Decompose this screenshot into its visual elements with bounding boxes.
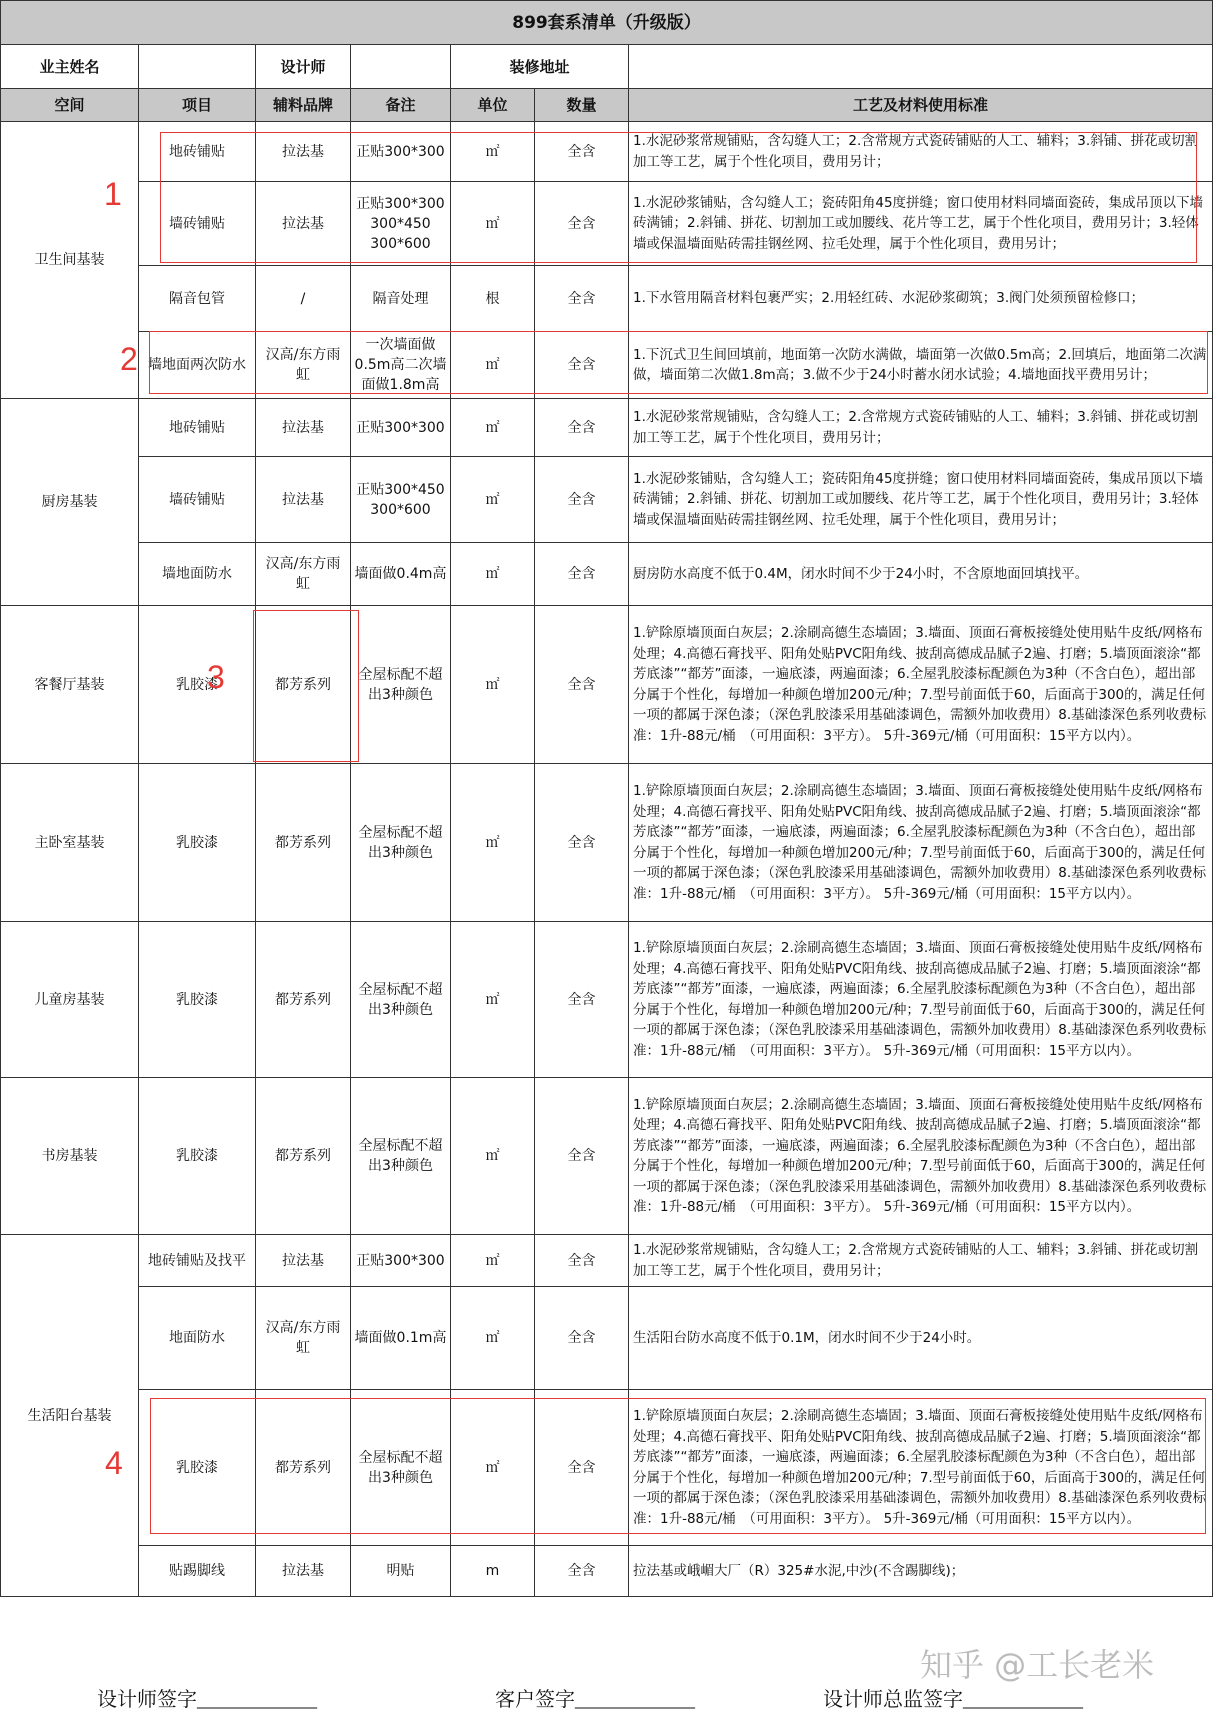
unit-cell: ㎡	[451, 457, 535, 543]
annotation-box-2	[149, 331, 1208, 394]
item-cell: 墙砖铺贴	[139, 457, 256, 543]
col-standard: 工艺及材料使用标准	[629, 89, 1213, 122]
unit-cell: ㎡	[451, 399, 535, 457]
col-space: 空间	[1, 89, 139, 122]
brand-cell: 拉法基	[256, 399, 351, 457]
item-cell: 贴踢脚线	[139, 1546, 256, 1597]
space-cell: 书房基装	[1, 1078, 139, 1235]
note-cell: 正贴300*300	[351, 122, 451, 182]
item-cell: 地砖铺贴	[139, 122, 256, 182]
unit-cell: 根	[451, 266, 535, 332]
table-row	[1, 922, 1213, 1078]
unit-cell: ㎡	[451, 122, 535, 182]
standard-cell: 厨房防水高度不低于0.4M，闭水时间不少于24小时，不含原地面回填找平。	[629, 543, 1213, 606]
standard-cell: 拉法基或峨嵋大厂（R）325#水泥,中沙(不含踢脚线)；	[629, 1546, 1213, 1597]
brand-cell: 拉法基	[256, 457, 351, 543]
qty-cell: 全含	[535, 764, 629, 922]
note-cell: 隔音处理	[351, 266, 451, 332]
address-value[interactable]	[629, 45, 1213, 89]
standard-cell: 1.铲除原墙顶面白灰层；2.涂刷高德生态墙固；3.墙面、顶面石膏板接缝处使用贴牛皮纸/网格布处理；4.高德石膏找平、阳角处贴PVC阳角线、披刮高德成品腻子2遍、打磨；5.墙顶面滚涂“都芳底漆”“都芳”面漆，一遍底漆，两遍面漆；6.全屋乳胶漆标配颜色为3种（不含白色），超出部分属于个性化，每增加一种颜色增加200元/种；7.型号前面低于60，后面高于300的，满足任何一项的都属于深色漆；（深色乳胶漆采用基础漆调色，需额外加收费用）8.基础漆深色系列收费标准：1升-88元/桶 （可用面积：3平方）。 5升-369元/桶（可用面积：15平方以内）。	[629, 1390, 1213, 1546]
brand-cell: 都芳系列	[256, 922, 351, 1078]
unit-cell: ㎡	[451, 606, 535, 764]
annotation-box-3	[253, 610, 359, 762]
note-cell: 全屋标配不超出3种颜色	[351, 606, 451, 764]
qty-cell: 全含	[535, 922, 629, 1078]
standard-cell: 生活阳台防水高度不低于0.1M，闭水时间不少于24小时。	[629, 1287, 1213, 1390]
standard-cell: 1.水泥砂浆常规铺贴，含勾缝人工；2.含常规方式瓷砖铺贴的人工、辅料；3.斜铺、拼花或切割加工等工艺，属于个性化项目，费用另计；	[629, 399, 1213, 457]
annotation-box-4	[150, 1398, 1206, 1534]
note-cell: 正贴300*450 300*600	[351, 457, 451, 543]
unit-cell: m	[451, 1546, 535, 1597]
note-cell: 全屋标配不超出3种颜色	[351, 922, 451, 1078]
item-cell: 墙地面两次防水	[139, 332, 256, 399]
standard-cell: 1.水泥砂浆铺贴，含勾缝人工；瓷砖阳角45度拼缝；窗口使用材料同墙面瓷砖，集成吊顶以下墙砖满铺；2.斜铺、拼花、切割加工或加腰线、花片等工艺，属于个性化项目，费用另计；3.轻体墙或保温墙面贴砖需挂钢丝网、拉毛处理，属于个性化项目，费用另计；	[629, 457, 1213, 543]
annotation-number-2: 2	[120, 341, 138, 377]
col-qty: 数量	[535, 89, 629, 122]
qty-cell: 全含	[535, 1287, 629, 1390]
qty-cell: 全含	[535, 332, 629, 399]
item-cell: 地面防水	[139, 1287, 256, 1390]
note-cell: 明贴	[351, 1546, 451, 1597]
owner-label: 业主姓名	[1, 45, 139, 89]
item-cell: 乳胶漆	[139, 1390, 256, 1546]
table-row	[1, 399, 1213, 457]
standard-cell: 1.水泥砂浆铺贴，含勾缝人工；瓷砖阳角45度拼缝；窗口使用材料同墙面瓷砖，集成吊顶以下墙砖满铺；2.斜铺、拼花、切割加工或加腰线、花片等工艺，属于个性化项目，费用另计；3.轻体墙或保温墙面贴砖需挂钢丝网、拉毛处理，属于个性化项目，费用另计；	[629, 182, 1213, 266]
brand-cell: 都芳系列	[256, 606, 351, 764]
annotation-number-4: 4	[105, 1445, 123, 1481]
item-cell: 乳胶漆	[139, 764, 256, 922]
unit-cell: ㎡	[451, 332, 535, 399]
annotation-number-1: 1	[104, 176, 122, 212]
designer-value[interactable]	[351, 45, 451, 89]
col-item: 项目	[139, 89, 256, 122]
unit-cell: ㎡	[451, 1390, 535, 1546]
col-unit: 单位	[451, 89, 535, 122]
note-cell: 正贴300*300 300*450 300*600	[351, 182, 451, 266]
qty-cell: 全含	[535, 1235, 629, 1287]
space-cell: 儿童房基装	[1, 922, 139, 1078]
item-cell: 隔音包管	[139, 266, 256, 332]
standard-cell: 1.水泥砂浆常规铺贴，含勾缝人工；2.含常规方式瓷砖铺贴的人工、辅料；3.斜铺、拼花或切割加工等工艺，属于个性化项目，费用另计；	[629, 1235, 1213, 1287]
item-cell: 墙地面防水	[139, 543, 256, 606]
item-cell: 地砖铺贴	[139, 399, 256, 457]
note-cell: 全屋标配不超出3种颜色	[351, 764, 451, 922]
brand-cell: /	[256, 266, 351, 332]
brand-cell: 拉法基	[256, 1235, 351, 1287]
brand-cell: 都芳系列	[256, 1390, 351, 1546]
table-row	[1, 1287, 1213, 1390]
table-row	[1, 543, 1213, 606]
col-brand: 辅料品牌	[256, 89, 351, 122]
designer-signature[interactable]: 设计师签字____________	[97, 1689, 317, 1711]
space-cell: 厨房基装	[1, 399, 139, 606]
table-row	[1, 1546, 1213, 1597]
note-cell: 一次墙面做0.5m高二次墙面做1.8m高	[351, 332, 451, 399]
unit-cell: ㎡	[451, 1235, 535, 1287]
annotation-number-3: 3	[207, 659, 225, 695]
space-cell: 生活阳台基装	[1, 1235, 139, 1597]
space-cell: 主卧室基装	[1, 764, 139, 922]
table-row	[1, 266, 1213, 332]
qty-cell: 全含	[535, 122, 629, 182]
item-cell: 乳胶漆	[139, 1078, 256, 1235]
note-cell: 正贴300*300	[351, 399, 451, 457]
unit-cell: ㎡	[451, 764, 535, 922]
qty-cell: 全含	[535, 543, 629, 606]
unit-cell: ㎡	[451, 922, 535, 1078]
qty-cell: 全含	[535, 266, 629, 332]
qty-cell: 全含	[535, 1078, 629, 1235]
note-cell: 墙面做0.4m高	[351, 543, 451, 606]
note-cell: 墙面做0.1m高	[351, 1287, 451, 1390]
item-cell: 地砖铺贴及找平	[139, 1235, 256, 1287]
table-row	[1, 606, 1213, 764]
item-cell: 乳胶漆	[139, 922, 256, 1078]
qty-cell: 全含	[535, 1546, 629, 1597]
owner-value[interactable]	[139, 45, 256, 89]
brand-cell: 拉法基	[256, 182, 351, 266]
table-row	[1, 1078, 1213, 1235]
annotation-box-1	[160, 132, 1197, 263]
item-cell: 墙砖铺贴	[139, 182, 256, 266]
unit-cell: ㎡	[451, 1078, 535, 1235]
brand-cell: 都芳系列	[256, 764, 351, 922]
note-cell: 全屋标配不超出3种颜色	[351, 1078, 451, 1235]
unit-cell: ㎡	[451, 1287, 535, 1390]
unit-cell: ㎡	[451, 543, 535, 606]
qty-cell: 全含	[535, 457, 629, 543]
brand-cell: 拉法基	[256, 122, 351, 182]
qty-cell: 全含	[535, 606, 629, 764]
standard-cell: 1.铲除原墙顶面白灰层；2.涂刷高德生态墙固；3.墙面、顶面石膏板接缝处使用贴牛皮纸/网格布处理；4.高德石膏找平、阳角处贴PVC阳角线、披刮高德成品腻子2遍、打磨；5.墙顶面滚涂“都芳底漆”“都芳”面漆，一遍底漆，两遍面漆；6.全屋乳胶漆标配颜色为3种（不含白色），超出部分属于个性化，每增加一种颜色增加200元/种；7.型号前面低于60，后面高于300的，满足任何一项的都属于深色漆；（深色乳胶漆采用基础漆调色，需额外加收费用）8.基础漆深色系列收费标准：1升-88元/桶 （可用面积：3平方）。 5升-369元/桶（可用面积：15平方以内）。	[629, 922, 1213, 1078]
space-cell: 客餐厅基装	[1, 606, 139, 764]
space-cell: 卫生间基装	[1, 122, 139, 399]
unit-cell: ㎡	[451, 182, 535, 266]
brand-cell: 拉法基	[256, 1546, 351, 1597]
table-title: 899套系清单（升级版）	[1, 1, 1213, 45]
qty-cell: 全含	[535, 399, 629, 457]
brand-cell: 都芳系列	[256, 1078, 351, 1235]
standard-cell: 1.下沉式卫生间回填前，地面第一次防水满做，墙面第一次做0.5m高；2.回填后，地面第二次满做，墙面第二次做1.8m高；3.做不少于24小时蓄水闭水试验；4.墙地面找平费用另计；	[629, 332, 1213, 399]
qty-cell: 全含	[535, 1390, 629, 1546]
address-label: 装修地址	[451, 45, 629, 89]
item-cell: 乳胶漆	[139, 606, 256, 764]
table-row	[1, 764, 1213, 922]
brand-cell: 汉高/东方雨虹	[256, 1287, 351, 1390]
col-note: 备注	[351, 89, 451, 122]
table-row	[1, 457, 1213, 543]
qty-cell: 全含	[535, 182, 629, 266]
watermark: 知乎 @工长老米	[920, 1646, 1155, 1684]
brand-cell: 汉高/东方雨虹	[256, 332, 351, 399]
standard-cell: 1.铲除原墙顶面白灰层；2.涂刷高德生态墙固；3.墙面、顶面石膏板接缝处使用贴牛皮纸/网格布处理；4.高德石膏找平、阳角处贴PVC阳角线、披刮高德成品腻子2遍、打磨；5.墙顶面滚涂“都芳底漆”“都芳”面漆，一遍底漆，两遍面漆；6.全屋乳胶漆标配颜色为3种（不含白色），超出部分属于个性化，每增加一种颜色增加200元/种；7.型号前面低于60，后面高于300的，满足任何一项的都属于深色漆；（深色乳胶漆采用基础漆调色，需额外加收费用）8.基础漆深色系列收费标准：1升-88元/桶 （可用面积：3平方）。 5升-369元/桶（可用面积：15平方以内）。	[629, 606, 1213, 764]
standard-cell: 1.铲除原墙顶面白灰层；2.涂刷高德生态墙固；3.墙面、顶面石膏板接缝处使用贴牛皮纸/网格布处理；4.高德石膏找平、阳角处贴PVC阳角线、披刮高德成品腻子2遍、打磨；5.墙顶面滚涂“都芳底漆”“都芳”面漆，一遍底漆，两遍面漆；6.全屋乳胶漆标配颜色为3种（不含白色），超出部分属于个性化，每增加一种颜色增加200元/种；7.型号前面低于60，后面高于300的，满足任何一项的都属于深色漆；（深色乳胶漆采用基础漆调色，需额外加收费用）8.基础漆深色系列收费标准：1升-88元/桶 （可用面积：3平方）。 5升-369元/桶（可用面积：15平方以内）。	[629, 1078, 1213, 1235]
brand-cell: 汉高/东方雨虹	[256, 543, 351, 606]
director-signature[interactable]: 设计师总监签字____________	[823, 1689, 1083, 1711]
standard-cell: 1.水泥砂浆常规铺贴，含勾缝人工；2.含常规方式瓷砖铺贴的人工、辅料；3.斜铺、拼花或切割加工等工艺，属于个性化项目，费用另计；	[629, 122, 1213, 182]
note-cell: 全屋标配不超出3种颜色	[351, 1390, 451, 1546]
note-cell: 正贴300*300	[351, 1235, 451, 1287]
standard-cell: 1.铲除原墙顶面白灰层；2.涂刷高德生态墙固；3.墙面、顶面石膏板接缝处使用贴牛皮纸/网格布处理；4.高德石膏找平、阳角处贴PVC阳角线、披刮高德成品腻子2遍、打磨；5.墙顶面滚涂“都芳底漆”“都芳”面漆，一遍底漆，两遍面漆；6.全屋乳胶漆标配颜色为3种（不含白色），超出部分属于个性化，每增加一种颜色增加200元/种；7.型号前面低于60，后面高于300的，满足任何一项的都属于深色漆；（深色乳胶漆采用基础漆调色，需额外加收费用）8.基础漆深色系列收费标准：1升-88元/桶 （可用面积：3平方）。 5升-369元/桶（可用面积：15平方以内）。	[629, 764, 1213, 922]
designer-label: 设计师	[256, 45, 351, 89]
customer-signature[interactable]: 客户签字____________	[495, 1689, 695, 1711]
table-row	[1, 1235, 1213, 1287]
standard-cell: 1.下水管用隔音材料包裹严实；2.用轻红砖、水泥砂浆砌筑；3.阀门处须预留检修口；	[629, 266, 1213, 332]
